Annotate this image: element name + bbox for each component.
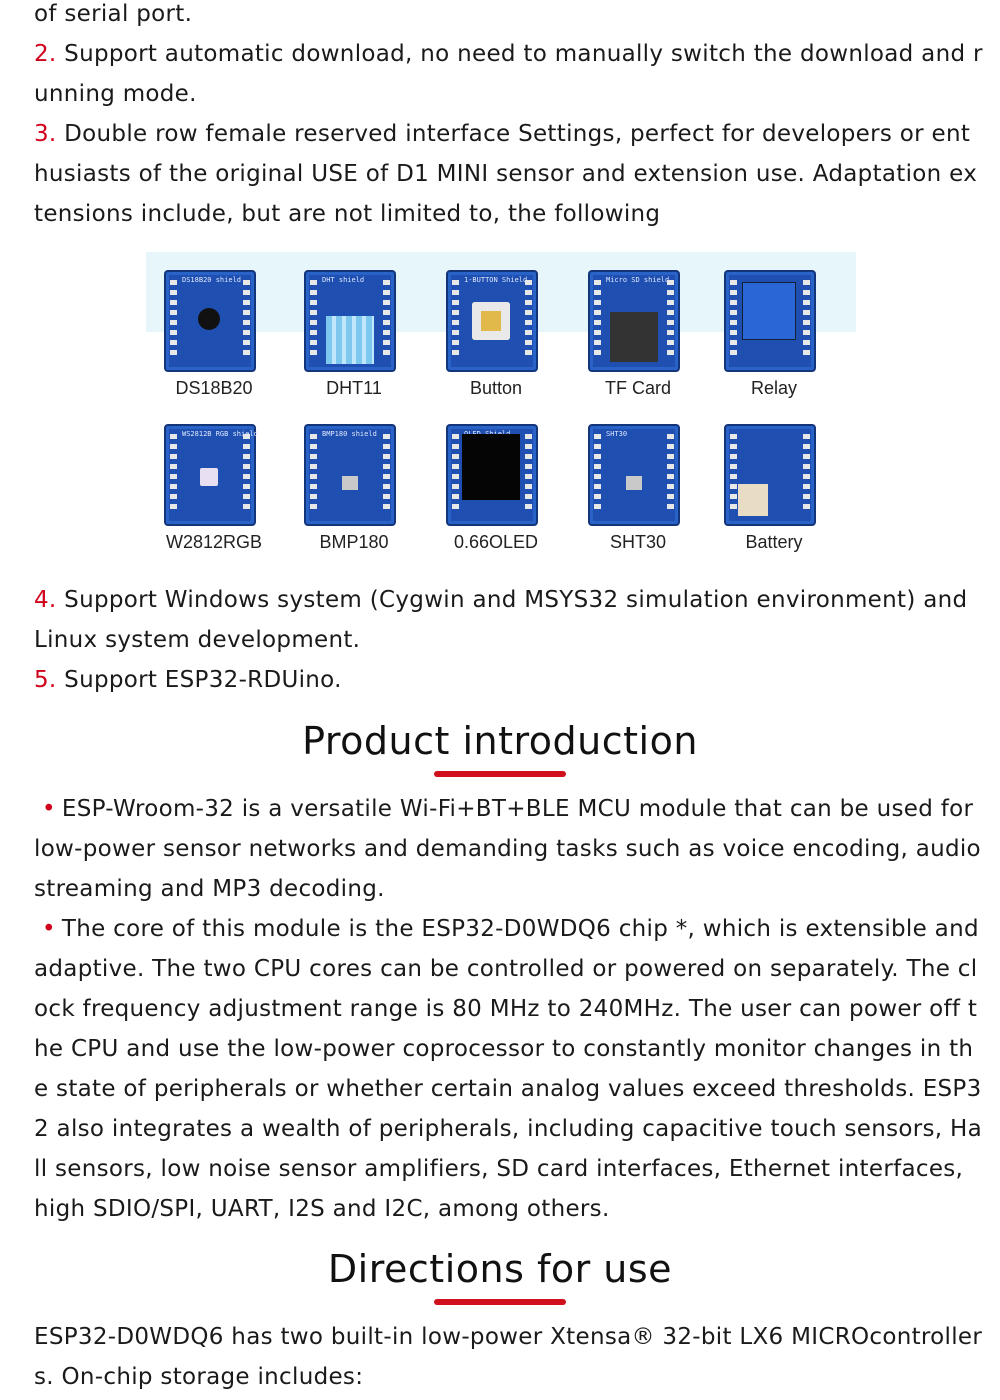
pin-header — [803, 434, 810, 514]
shield-label: DHT11 — [326, 378, 382, 398]
battery-connector-icon — [738, 484, 768, 516]
shield-board-image — [164, 424, 256, 526]
intro-line-tail: of serial port. — [34, 1, 193, 27]
shield-label: DS18B20 — [175, 378, 253, 398]
rgb-led-icon — [200, 468, 218, 486]
shield-label: SHT30 — [609, 532, 667, 552]
shield-item — [154, 406, 263, 556]
chip-icon — [342, 476, 358, 490]
shield-label: Button — [469, 378, 523, 398]
shield-item — [294, 252, 394, 402]
chip-icon — [626, 476, 642, 490]
shield-label: W2812RGB — [165, 532, 263, 552]
shield-item — [436, 406, 539, 556]
pin-header — [170, 280, 177, 360]
feature-item-3 — [34, 114, 984, 234]
shield-board-image — [446, 424, 538, 526]
pin-header — [667, 280, 674, 360]
item-number: 2. — [34, 41, 57, 67]
feature-item-2 — [34, 34, 984, 114]
sensor-grid-icon — [326, 316, 374, 364]
relay-icon — [742, 282, 796, 340]
board-silkscreen: BMP180 shield — [322, 430, 377, 438]
pin-header — [667, 434, 674, 514]
shield-item — [578, 252, 678, 402]
sensor-part-icon — [198, 308, 220, 330]
heading-underline — [434, 1299, 566, 1305]
shield-board-image — [588, 424, 680, 526]
board-silkscreen: SHT30 — [606, 430, 628, 438]
shield-board-image — [304, 270, 396, 372]
shield-item — [714, 252, 814, 402]
product-paragraph-2 — [34, 909, 984, 1229]
item-text: Support ESP32-RDUino. — [64, 667, 342, 693]
pin-header — [243, 280, 250, 360]
product-introduction-heading: Product introduction — [302, 719, 698, 763]
pin-header — [594, 280, 601, 360]
pin-header — [170, 434, 177, 514]
board-silkscreen: DHT shield — [322, 276, 365, 284]
paragraph-text: The core of this module is the ESP32-D0WDQ6 chip *, which is extensible and adaptive. The two CPU cores can be controlled or powered on separately. The clock frequency adjustment range is 80 MHz to 240MHz. The user can power off the CPU and use the low-power coprocessor to constantly monitor changes in the state of peripherals or whether certain analog values exceed thresholds. ESP32 also integrates a wealth of peripherals, including capacitive touch sensors, Hall sensors, low noise sensor amplifiers, SD card interfaces, Ethernet interfaces, high SDIO/SPI, UART, I2S and I2C, among others. — [34, 916, 982, 1222]
shield-item — [578, 406, 678, 556]
board-silkscreen: WS2812B RGB shield — [182, 430, 258, 438]
pin-header — [452, 280, 459, 360]
pin-header — [310, 434, 317, 514]
pin-header — [525, 280, 532, 360]
oled-screen-icon — [462, 434, 520, 500]
board-silkscreen: DS18B20 shield — [182, 276, 242, 284]
shield-board-image — [164, 270, 256, 372]
push-button-icon — [472, 302, 510, 340]
pin-header — [594, 434, 601, 514]
item-number: 4. — [34, 587, 57, 613]
shield-item — [154, 252, 254, 402]
shield-label: Relay — [750, 378, 798, 398]
pin-header — [803, 280, 810, 360]
item-number: 3. — [34, 121, 57, 147]
shield-board-image — [446, 270, 538, 372]
feature-item-5 — [34, 660, 984, 700]
bullet-icon: • — [42, 796, 56, 822]
paragraph-text: ESP-Wroom-32 is a versatile Wi-Fi+BT+BLE MCU module that can be used for low-power sensor networks and demanding tasks such as voice encoding, audio streaming and MP3 decoding. — [34, 796, 981, 902]
item-text: Support automatic download, no need to manually switch the download and running mode. — [34, 41, 983, 107]
pin-header — [525, 434, 532, 514]
shield-board-image — [588, 270, 680, 372]
bullet-icon: • — [42, 916, 56, 942]
item-number: 5. — [34, 667, 57, 693]
pin-header — [383, 434, 390, 514]
board-silkscreen: 1-BUTTON Shield — [464, 276, 528, 284]
shield-item — [714, 406, 814, 556]
pin-header — [730, 280, 737, 360]
pin-header — [243, 434, 250, 514]
pin-header — [452, 434, 459, 514]
shield-board-image — [724, 270, 816, 372]
shield-label: TF Card — [604, 378, 671, 398]
shield-label: 0.66OLED — [453, 532, 539, 552]
shield-label: BMP180 — [319, 532, 389, 552]
feature-item-4 — [34, 580, 984, 660]
board-silkscreen: Micro SD shield — [606, 276, 670, 284]
shield-board-image — [724, 424, 816, 526]
shield-item — [294, 406, 394, 556]
shield-label: Battery — [745, 532, 803, 552]
item-text: Support Windows system (Cygwin and MSYS32 simulation environment) and Linux system development. — [34, 587, 968, 653]
item-text: Double row female reserved interface Settings, perfect for developers or enthusiasts of the original USE of D1 MINI sensor and extension use. Adaptation extensions include, but are not limited to, the following — [34, 121, 978, 227]
pin-header — [730, 434, 737, 514]
sd-card-slot-icon — [610, 312, 658, 362]
heading-underline — [434, 771, 566, 777]
directions-heading: Directions for use — [327, 1247, 673, 1291]
shield-gallery — [146, 252, 856, 570]
directions-paragraph: ESP32-D0WDQ6 has two built-in low-power Xtensa® 32-bit LX6 MICROcontrollers. On-chip storage includes: — [34, 1324, 983, 1390]
pin-header — [310, 280, 317, 360]
shield-board-image — [304, 424, 396, 526]
pin-header — [383, 280, 390, 360]
product-paragraph-1 — [34, 789, 984, 909]
shield-item — [436, 252, 536, 402]
